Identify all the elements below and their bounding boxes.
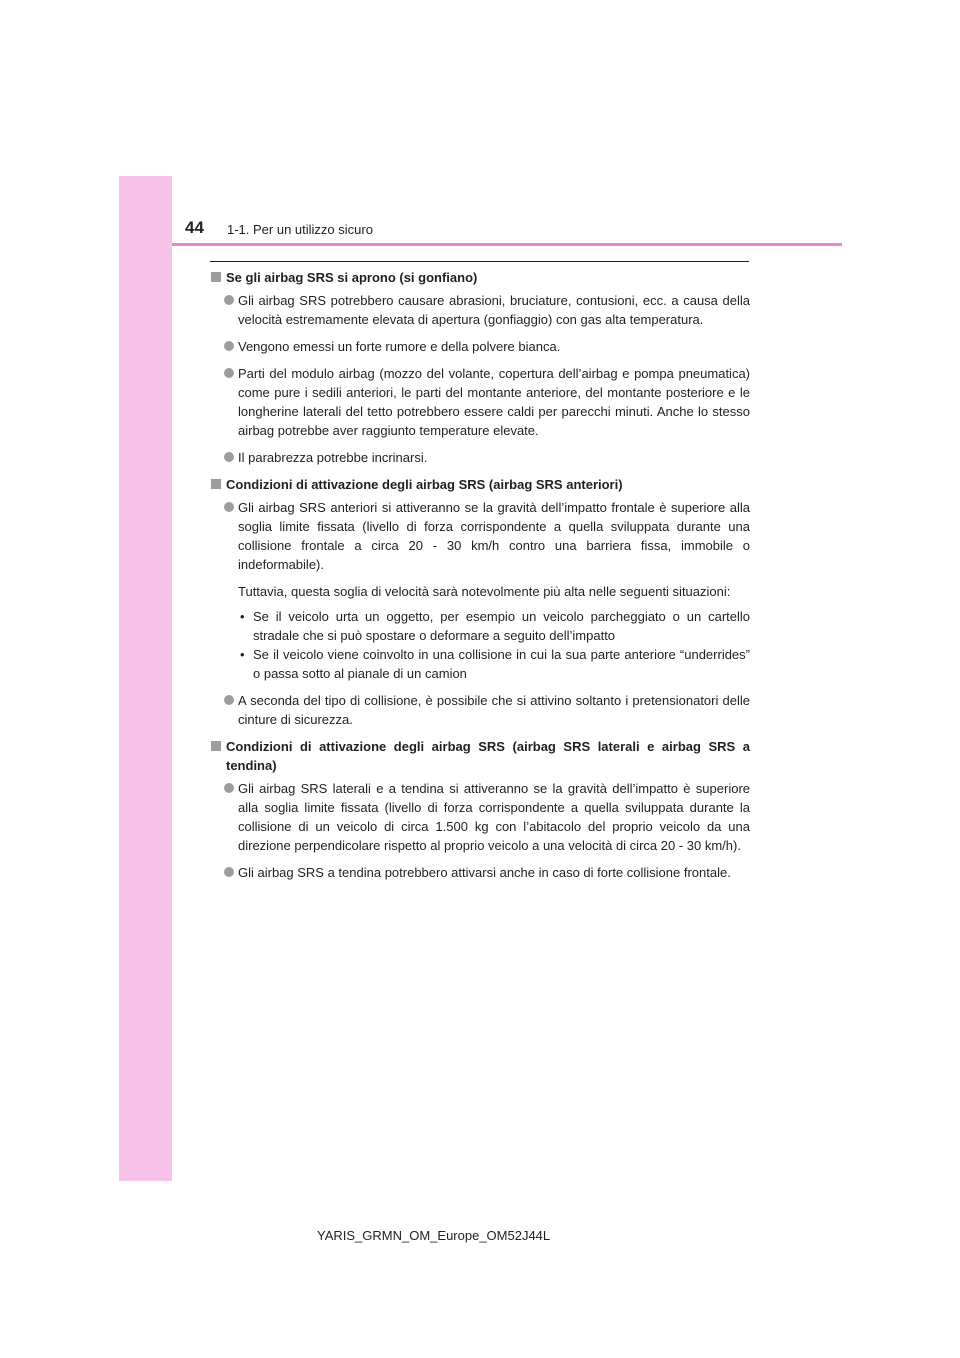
- list-item: Gli airbag SRS a tendina potrebbero attivarsi anche in caso di forte collisione frontale.: [211, 863, 750, 882]
- page-side-tab: [119, 176, 172, 1181]
- circle-bullet-icon: [224, 341, 234, 351]
- list-item: Vengono emessi un forte rumore e della polvere bianca.: [211, 337, 750, 356]
- square-bullet-icon: [211, 741, 221, 751]
- sub-list-item: • Se il veicolo urta un oggetto, per esempio un veicolo parcheggiato o un cartello stradale che si può spostare o deformare a seguito dell’impatto: [240, 609, 750, 643]
- circle-bullet-icon: [224, 502, 234, 512]
- square-bullet-icon: [211, 272, 221, 282]
- chapter-title: 1-1. Per un utilizzo sicuro: [227, 222, 373, 237]
- section-heading: Condizioni di attivazione degli airbag SRS (airbag SRS anteriori): [211, 475, 750, 494]
- circle-bullet-icon: [224, 695, 234, 705]
- circle-bullet-icon: [224, 368, 234, 378]
- list-item: Parti del modulo airbag (mozzo del volante, copertura dell’airbag e pompa pneumatica) come pure i sedili anteriori, le parti del montante anteriore, del montante posteriore e le longherine laterali del tetto potrebbero essere caldi per parecchi minuti. Anche lo stesso airbag potrebbe aver raggiunto temperature elevate.: [211, 364, 750, 440]
- list-item: Il parabrezza potrebbe incrinarsi.: [211, 448, 750, 467]
- document-code: YARIS_GRMN_OM_Europe_OM52J44L: [317, 1228, 551, 1243]
- content-top-rule: [210, 261, 749, 262]
- list-item: Gli airbag SRS laterali e a tendina si attiveranno se la gravità dell’impatto è superiore alla soglia limite fissata (livello di forza corrispondente a quella sviluppata durante la collisione di un veicolo di circa 1.500 kg con l’abitacolo del proprio veicolo da una direzione perpendicolare rispetto al proprio veicolo a una velocità di circa 20 - 30 km/h).: [211, 779, 750, 855]
- note-text: Tuttavia, questa soglia di velocità sarà notevolmente più alta nelle seguenti situazioni:: [238, 584, 731, 599]
- circle-bullet-icon: [224, 783, 234, 793]
- circle-bullet-icon: [224, 295, 234, 305]
- list-item: Gli airbag SRS potrebbero causare abrasioni, bruciature, contusioni, ecc. a causa della velocità estremamente elevata di apertura (gonfiaggio) con gas alta temperatura.: [211, 291, 750, 329]
- dot-bullet-icon: •: [240, 647, 245, 662]
- section-heading: Condizioni di attivazione degli airbag SRS (airbag SRS laterali e airbag SRS a tendina): [211, 737, 750, 775]
- dot-bullet-icon: •: [240, 609, 245, 624]
- header-rule: [172, 243, 842, 246]
- circle-bullet-icon: [224, 452, 234, 462]
- section-heading: Se gli airbag SRS si aprono (si gonfiano): [211, 268, 750, 287]
- page-number: 44: [185, 218, 204, 237]
- list-item: A seconda del tipo di collisione, è possibile che si attivino soltanto i pretensionatori delle cinture di sicurezza.: [211, 691, 750, 729]
- square-bullet-icon: [211, 479, 221, 489]
- list-item: Gli airbag SRS anteriori si attiveranno se la gravità dell’impatto frontale è superiore alla soglia limite fissata (livello di forza corrispondente a quella sviluppata durante una collisione frontale a circa 20 - 30 km/h contro una barriera fissa, immobile o indeformabile). Tuttavia, questa soglia di velocità sarà notevolmente più alta nelle seguenti situazioni: • Se il veicolo urta un oggetto, per esempio un veicolo parcheggiato o un cartello stradale che si può spostare o deformare a seguito dell’impatto • Se il veicolo viene coinvolto in una collisione in cui la sua parte anteriore “underrides” o passa sotto al pianale di un camion: [211, 498, 750, 683]
- circle-bullet-icon: [224, 867, 234, 877]
- page-content: [211, 268, 750, 890]
- sub-list-item: • Se il veicolo viene coinvolto in una collisione in cui la sua parte anteriore “underrides” o passa sotto al pianale di un camion: [240, 647, 750, 681]
